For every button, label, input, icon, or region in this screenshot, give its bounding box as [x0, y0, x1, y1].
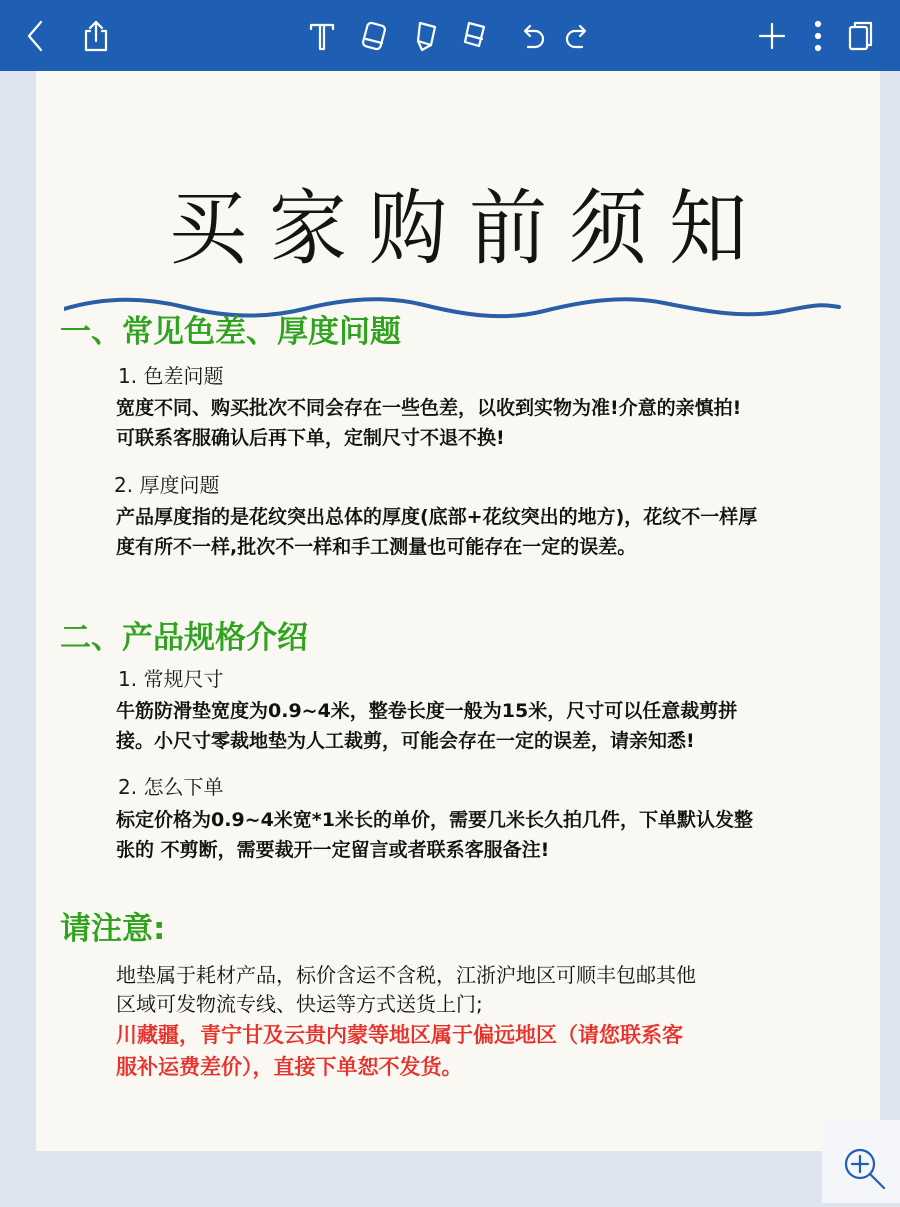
undo-icon[interactable]	[510, 14, 554, 58]
section2-item2-line1: 标定价格为0.9~4米宽*1米长的单价，需要几米长久拍几件，下单默认发整	[116, 809, 753, 831]
eraser-icon[interactable]	[352, 14, 396, 58]
notice-body	[116, 961, 866, 1083]
zoom-button[interactable]	[822, 1120, 900, 1203]
pages-icon[interactable]	[838, 14, 882, 58]
highlighter-icon[interactable]	[452, 14, 496, 58]
zoom-in-icon	[822, 1120, 900, 1203]
section1-item1-body	[116, 393, 866, 453]
section2-item1-line2: 接。小尺寸零裁地垫为人工裁剪，可能会存在一定的误差，请亲知悉!	[116, 730, 695, 752]
note-page	[36, 71, 880, 1151]
section1-item1-line2: 可联系客服确认后再下单，定制尺寸不退不换!	[116, 427, 505, 449]
notice-red-line2: 服补运费差价），直接下单恕不发货。	[116, 1055, 463, 1079]
back-icon[interactable]	[14, 14, 58, 58]
section2-item1-title: 1. 常规尺寸	[118, 667, 224, 691]
share-icon[interactable]	[74, 14, 118, 58]
section2-heading: 二、产品规格介绍	[60, 620, 308, 656]
title-container	[36, 166, 880, 278]
text-tool-icon[interactable]	[300, 14, 344, 58]
more-icon[interactable]	[796, 14, 840, 58]
top-toolbar	[0, 0, 900, 71]
section2-item1-body	[116, 696, 866, 756]
notice-heading: 请注意:	[60, 911, 166, 947]
section2-item2-title: 2. 怎么下单	[118, 775, 224, 799]
redo-icon[interactable]	[556, 14, 600, 58]
section1-item1-line1: 宽度不同、购买批次不同会存在一些色差，以收到实物为准!介意的亲慎拍!	[116, 397, 742, 419]
section2-item2-line2: 张的 不剪断，需要裁开一定留言或者联系客服备注!	[116, 839, 550, 861]
section1-item2-body	[116, 502, 866, 562]
notice-line1: 地垫属于耗材产品，标价含运不含税，江浙沪地区可顺丰包邮其他	[116, 963, 696, 987]
page-title: 买家购前须知	[168, 182, 769, 277]
add-icon[interactable]	[750, 14, 794, 58]
section1-item2-line2: 度有所不一样,批次不一样和手工测量也可能存在一定的误差。	[116, 536, 637, 558]
notice-red-line1: 川藏疆，青宁甘及云贵内蒙等地区属于偏远地区（请您联系客	[116, 1023, 683, 1047]
section2-item2-body	[116, 805, 866, 865]
section1-item2-title: 2. 厚度问题	[114, 473, 220, 497]
section2-item1-line1: 牛筋防滑垫宽度为0.9~4米，整卷长度一般为15米，尺寸可以任意裁剪拼	[116, 700, 738, 722]
section1-item1-title: 1. 色差问题	[118, 364, 224, 388]
section1-item2-line1: 产品厚度指的是花纹突出总体的厚度(底部+花纹突出的地方)，花纹不一样厚	[116, 506, 758, 528]
section1-heading: 一、常见色差、厚度问题	[60, 314, 401, 350]
notice-line2: 区域可发物流专线、快运等方式送货上门;	[116, 992, 483, 1016]
pen-icon[interactable]	[404, 14, 448, 58]
